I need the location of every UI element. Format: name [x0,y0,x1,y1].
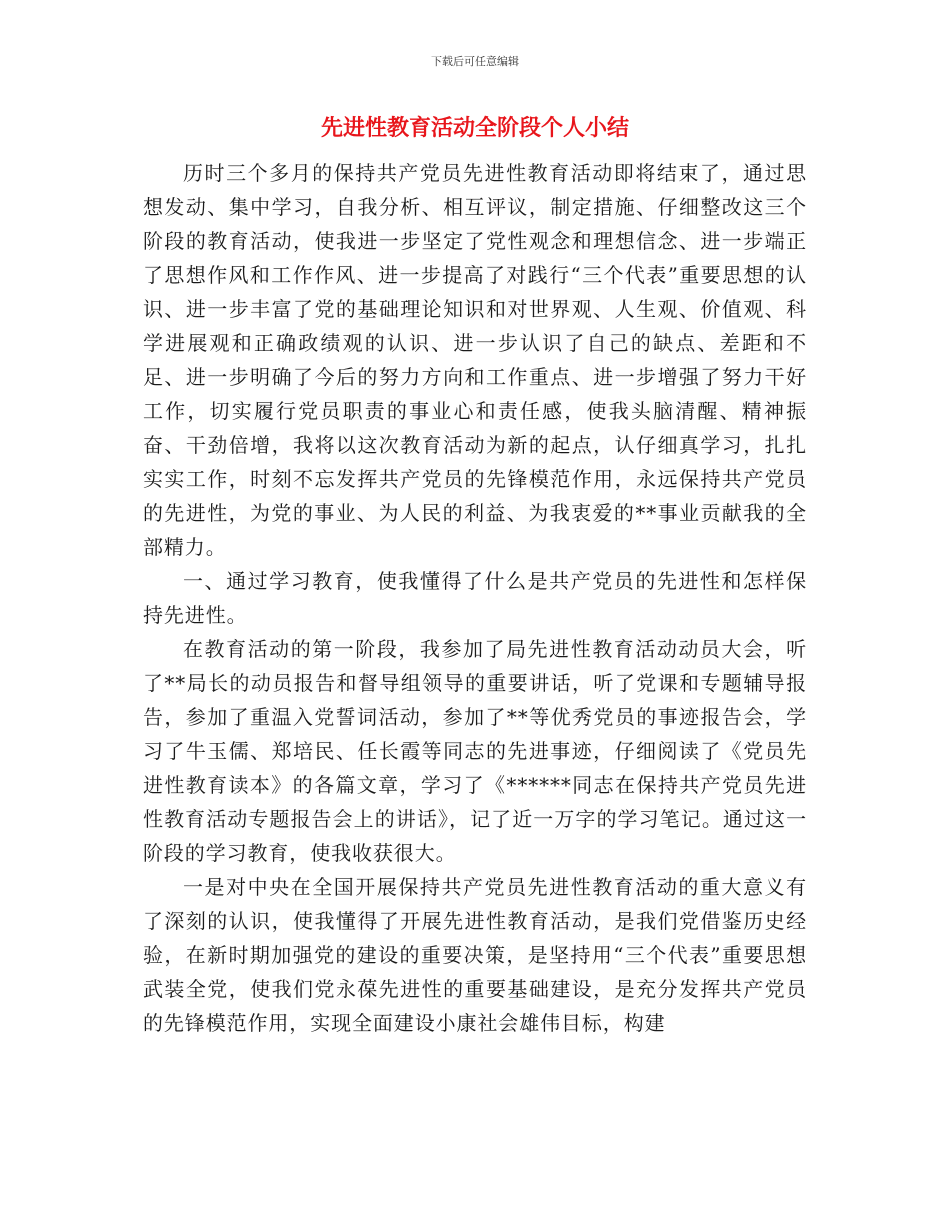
paragraph-point-one: 一是对中央在全国开展保持共产党员先进性教育活动的重大意义有了深刻的认识，使我懂得了开展先进性教育活动，是我们党借鉴历史经验，在新时期加强党的建设的重要决策，是坚持用“三个代表”重要思想武装全党，使我们党永葆先进性的重要基础建设，是充分发挥共产党员的先锋模范作用，实现全面建设小康社会雄伟目标，构建 [143,875,807,1035]
paragraph-section-one-heading: 一、通过学习教育，使我懂得了什么是共产党员的先进性和怎样保持先进性。 [143,569,807,627]
paragraph-first-stage: 在教育活动的第一阶段，我参加了局先进性教育活动动员大会，听了**局长的动员报告和督导组领导的重要讲话，听了党课和专题辅导报告，参加了重温入党誓词活动，参加了**等优秀党员的事迹报告会，学习了牛玉儒、郑培民、任长霞等同志的先进事迹，仔细阅读了《党员先进性教育读本》的各篇文章，学习了《******同志在保持共产党员先进性教育活动专题报告会上的讲话》，记了近一万字的学习笔记。通过这一阶段的学习教育，使我收获很大。 [143,637,807,865]
header-note: 下载后可任意编辑 [431,55,519,68]
document-body [143,156,807,1040]
paragraph-intro: 历时三个多月的保持共产党员先进性教育活动即将结束了，通过思想发动、集中学习，自我分析、相互评议，制定措施、仔细整改这三个阶段的教育活动，使我进一步坚定了党性观念和理想信念、进一步端正了思想作风和工作作风、进一步提高了对践行“三个代表”重要思想的认识、进一步丰富了党的基础理论知识和对世界观、人生观、价值观、科学进展观和正确政绩观的认识、进一步认识了自己的缺点、差距和不足、进一步明确了今后的努力方向和工作重点、进一步增强了努力干好工作，切实履行党员职责的事业心和责任感，使我头脑清醒、精神振奋、干劲倍增，我将以这次教育活动为新的起点，认仔细真学习，扎扎实实工作，时刻不忘发挥共产党员的先锋模范作用，永远保持共产党员的先进性，为党的事业、为人民的利益、为我衷爱的**事业贡献我的全部精力。 [143,161,807,559]
document-title: 先进性教育活动全阶段个人小结 [320,116,629,141]
